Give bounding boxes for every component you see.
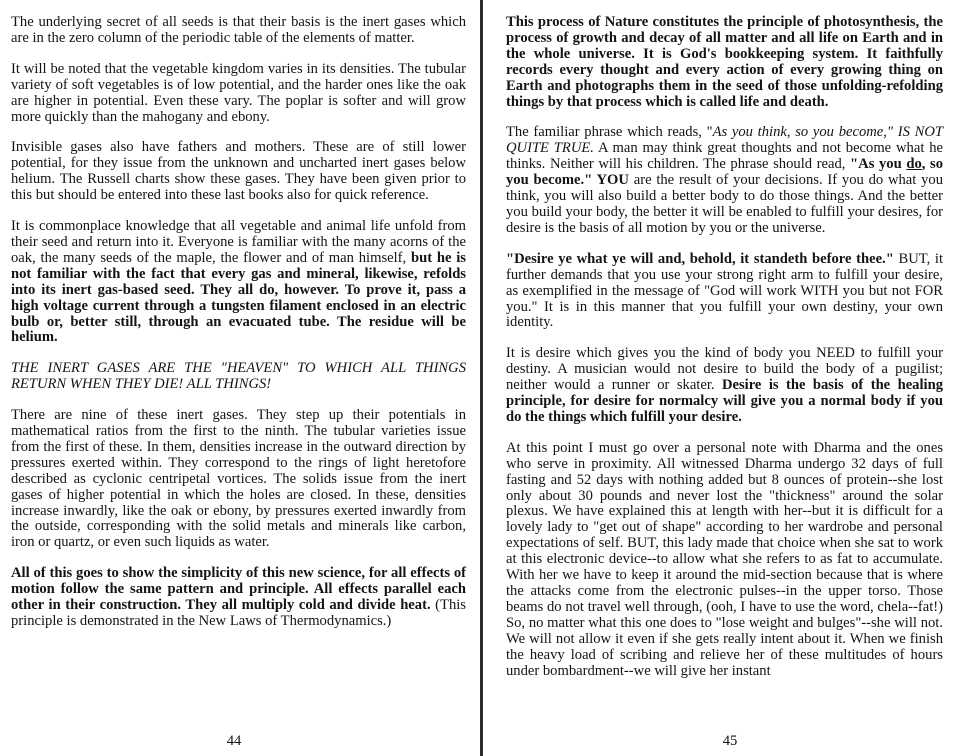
paragraph-seeds-inert-gases: The underlying secret of all seeds is that their basis is the inert gases which are in the zero column of the periodic table of the elements of matter. <box>11 14 466 46</box>
section-heading-heaven: THE INERT GASES ARE THE "HEAVEN" TO WHICH ALL THINGS RETURN WHEN THEY DIE! ALL THINGS! <box>11 360 466 393</box>
desire-body-bold: Desire is the basis of the healing principle, for desire for normalcy will give you a normal body if you do the things which fulfill your desire. <box>506 377 943 425</box>
phrase-bold-underlined: do <box>906 156 922 173</box>
book-gutter-divider <box>480 0 483 756</box>
paragraph-desire-ye <box>506 252 943 332</box>
phrase-text-c: are the result of your decisions. If you do what you think, you will also build a better body to do those things. And the better you build your body, the better it will be enabled to fulfill your desires, for desire is the basis of all motion by you or the universe. <box>506 172 944 236</box>
paragraph-refold-seed <box>11 219 466 346</box>
left-page <box>0 0 482 756</box>
left-text-column <box>11 15 466 645</box>
paragraph-familiar-phrase <box>506 125 943 236</box>
desire-body-plain: It is desire which gives you the kind of body you NEED to fulfill your destiny. A musician would not desire to build the body of a pugilist; neither would a runner or skater. <box>506 345 943 394</box>
phrase-bold-b: , so you become." YOU <box>506 156 943 189</box>
desire-plain-text: BUT, it further demands that you use your strong right arm to fulfill your desire, as exemplified in the message of "God will work WITH you but not FOR you." It is in this manner that you fulfill your own destiny, your own identity. <box>506 250 943 331</box>
right-text-column <box>506 15 943 694</box>
paragraph-desire-body <box>506 346 943 426</box>
simplicity-bold-text: All of this goes to show the simplicity of this new science, for all effects of motion follow the same pattern and principle. All effects parallel each other in their construction. They all multiply cold and divide heat. <box>11 565 466 614</box>
phrase-italic-text: As you think, so you become," IS NOT QUITE TRUE. <box>506 124 943 157</box>
simplicity-plain-text: (This principle is demonstrated in the New Laws of Thermodynamics.) <box>11 597 466 629</box>
paragraph-invisible-gases: Invisible gases also have fathers and mothers. These are of still lower potential, for they issue from the unknown and uncharted inert gases below helium. The Russell charts show these gases. They have been given prior to this but should be entered into these last books also for quick reference. <box>11 139 466 204</box>
photosynthesis-bold-text: This process of Nature constitutes the principle of photosynthesis, the process of growth and decay of all matter and all life on Earth and in the whole universe. It is God's bookkeeping system. It faithfully records every thought and every action of every growing thing on Earth and photographs them in the seed of those unfolding-refolding things by that process which is called life and death. <box>506 14 943 110</box>
right-page <box>484 0 974 756</box>
paragraph-simplicity <box>11 566 466 630</box>
refold-plain-text: It is commonplace knowledge that all vegetable and animal life unfold from their seed and return into it. Everyone is familiar with the many acorns of the oak, the many seeds of the maple, the flower and of man himself, <box>11 218 466 266</box>
paragraph-vegetable-densities: It will be noted that the vegetable kingdom varies in its densities. The tubular variety of soft vegetables is of low potential, and the harder ones like the oak are higher in potential. Even these vary. The poplar is softer and will grow more quickly than the mahogany and ebony. <box>11 60 466 125</box>
desire-quote-bold: "Desire ye what ye will and, behold, it standeth before thee." <box>506 250 894 267</box>
paragraph-photosynthesis <box>506 15 943 110</box>
phrase-text-a: The familiar phrase which reads, " <box>506 124 713 141</box>
paragraph-personal-note: At this point I must go over a personal note with Dharma and the ones who serve in proximity. All witnessed Dharma undergo 32 days of full fasting and 52 days with nothing added but 8 ounces of protein--she lost only about 30 pounds and never lost the "thickness" around the solar plexus. We have explained this at length with her--but it is difficult for a lovely lady to "get out of shape" according to her wardrobe and personal expectations of self. BUT, this lady made that choice when she sat to work at this electronic device--to allow what she refers to as fat to accumulate. With her we have to keep it around the mid-section because that is where the attacks come from the electronic pulses--in the upper torso. Those beams do not travel well through, (ooh, I have to use the word, chela--fat!) So, no matter what this one does to "lose weight and bulges"--she will not. We will not allow it even if she gets really intent about it. When we finish the heavy load of scribing and relieve her of these multitudes of hours under bombardment--we will give her instant <box>506 439 943 679</box>
refold-bold-text: but he is not familiar with the fact that every gas and mineral, likewise, refolds into its inert gas-based seed. They all do, however. To prove it, pass a high voltage current through a tungsten filament enclosed in an electric bulb or, better still, through an evacuated tube. The residue will be helium. <box>11 249 466 346</box>
phrase-bold-a: "As you <box>850 156 907 173</box>
page-number-right: 45 <box>722 733 738 749</box>
phrase-text-b: A man may think great thoughts and not become what he thinks. Neither will his children. The phrase should read, <box>506 140 943 173</box>
page-number-left: 44 <box>226 733 242 749</box>
paragraph-nine-inert-gases: There are nine of these inert gases. They step up their potentials in mathematical ratios from the first to the ninth. The tubular varieties issue from the first of these. In them, densities increase in the outward direction by pressures exerted within. They correspond to the rings of light heretofore described as cyclonic centripetal vortices. The solids issue from the inert gases of higher potential in which the holes are closed. In these, densities increase inwardly, like the oak or ebony, by pressures exerted inwardly from the outside, corresponding with the solid metals and minerals like carbon, iron or quartz, or even such liquids as water. <box>11 407 466 551</box>
